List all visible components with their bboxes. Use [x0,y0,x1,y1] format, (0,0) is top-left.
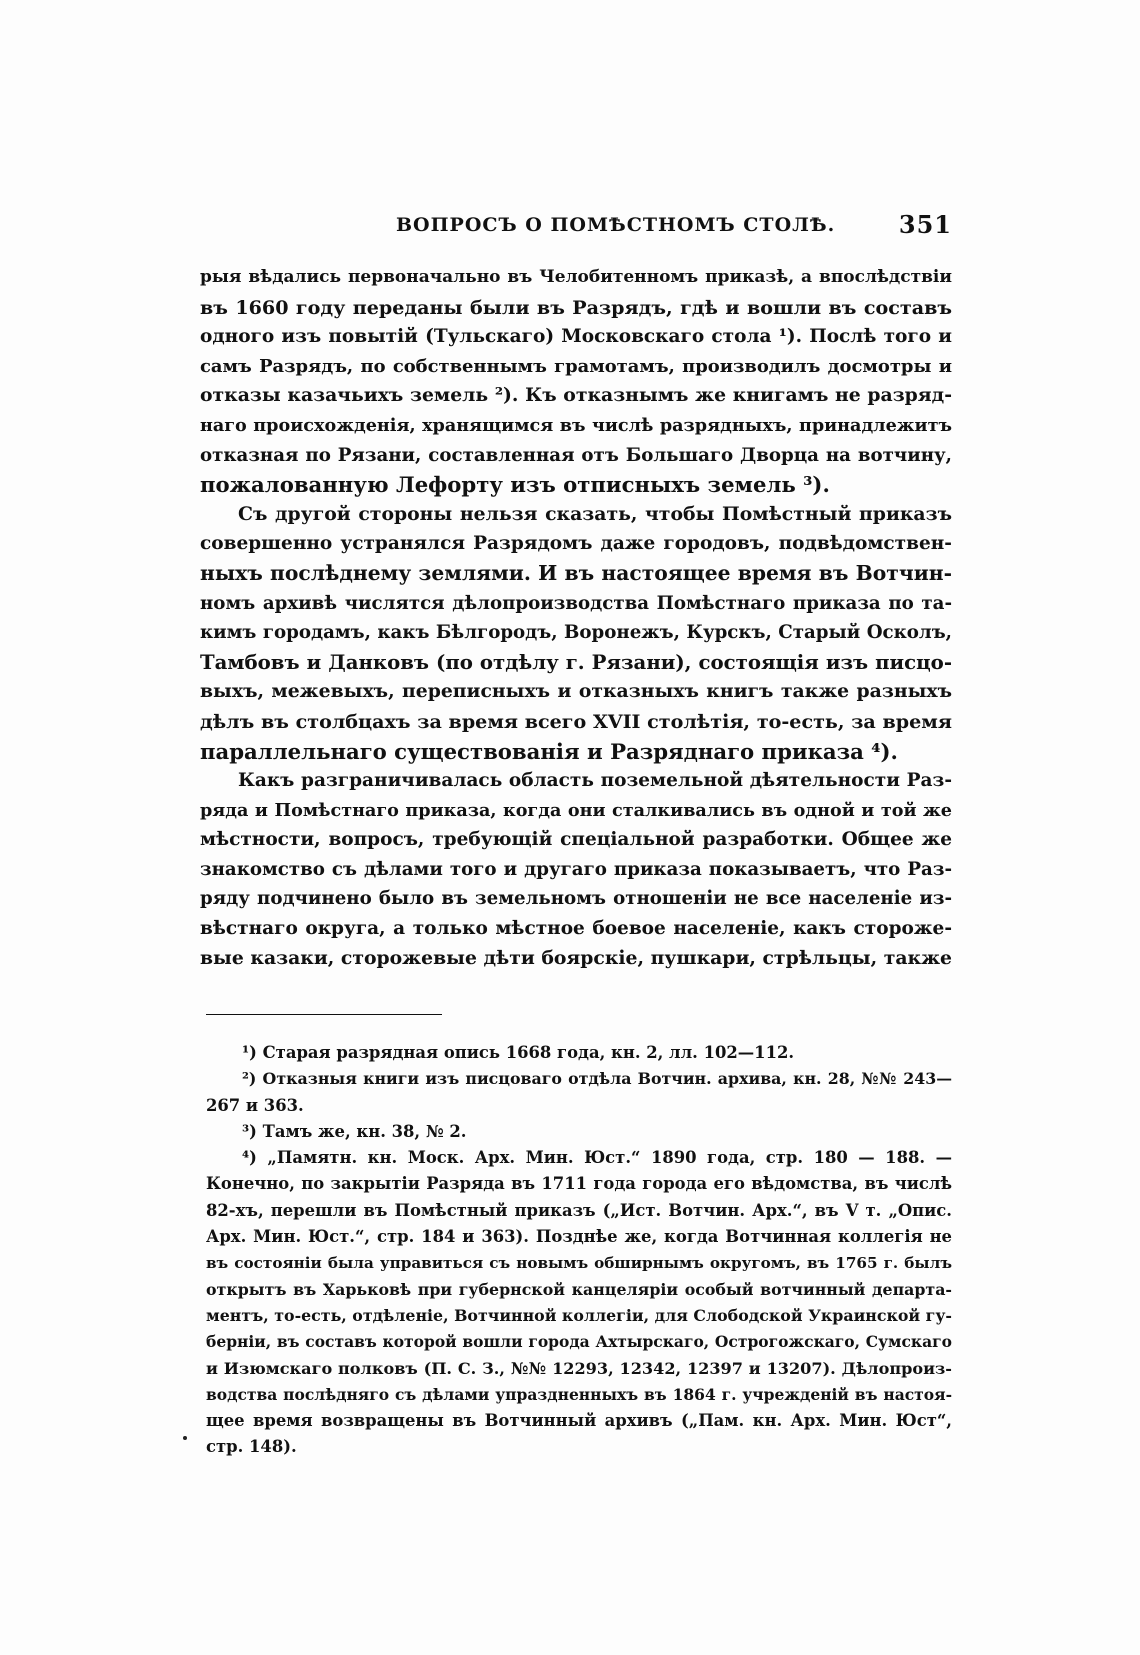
footnote-line: Арх. Мин. Юст.“, стр. 184 и 363). Позднѣе же, когда Вотчинная коллегія не [206,1227,952,1247]
text-line: отказы казачьихъ земель ²). Къ отказнымъ же книгамъ не разряд- [200,384,952,407]
text-line: дѣлъ въ столбцахъ за время всего XVII столѣтія, то-есть, за время [200,709,952,733]
text-line: вѣстнаго округа, а только мѣстное боевое населеніе, какъ стороже- [200,918,952,940]
text-line: рыя вѣдались первоначально въ Челобитенномъ приказѣ, а впослѣдствіи [200,267,952,287]
text-line: вые казаки, сторожевые дѣти боярскіе, пушкари, стрѣльцы, также [200,946,952,969]
page-number: 351 [898,210,952,239]
footnote-line: и Изюмскаго полковъ (П. С. З., №№ 12293, 12342, 12397 и 13207). Дѣлопроиз- [206,1358,952,1378]
footnote-line: 82-хъ, перешли въ Помѣстный приказъ („Ист. Вотчин. Арх.“, въ V т. „Опис. [206,1200,952,1220]
text-line: выхъ, межевыхъ, переписныхъ и отказныхъ книгъ также разныхъ [200,680,952,703]
text-line: самъ Разрядъ, по собственнымъ грамотамъ, производилъ досмотры и [200,355,952,377]
text-line: мѣстности, вопросъ, требующій спеціальной разработки. Общее же [200,829,952,851]
footnote-line: стр. 148). [206,1437,297,1457]
text-line: ныхъ послѣднему землями. И въ настоящее время въ Вотчин- [200,560,952,585]
footnote-line: ⁴) „Памятн. кн. Моск. Арх. Мин. Юст.“ 1890 года, стр. 180 — 188. — [242,1148,952,1168]
text-line: наго происхожденія, хранящимся въ числѣ разрядныхъ, принадлежитъ [200,414,952,436]
text-line: знакомство съ дѣлами того и другаго приказа показываетъ, что Раз- [200,858,952,880]
text-line: совершенно устранялся Разрядомъ даже городовъ, подвѣдомствен- [200,533,952,555]
footnote-line: въ состояніи была управиться съ новымъ обширнымъ округомъ, въ 1765 г. былъ [206,1254,952,1273]
footnote-line: Конечно, по закрытіи Разряда въ 1711 года города его вѣдомства, въ числѣ [206,1174,952,1194]
main-text [200,263,952,973]
footnote-line: ментъ, то-есть, отдѣленіе, Вотчинной коллегіи, для Слободской Украинской гу- [206,1305,952,1325]
text-line: Какъ разграничивалась область поземельной дѣятельности Раз- [238,770,952,792]
footnote-line: водства послѣдняго съ дѣлами упраздненныхъ въ 1864 г. учрежденій въ настоя- [206,1384,952,1404]
text-line: ряда и Помѣстнаго приказа, когда они сталкивались въ одной и той же [200,799,952,821]
footnote-line: ¹) Старая разрядная опись 1668 года, кн. 2, лл. 102—112. [242,1043,795,1062]
text-line: Тамбовъ и Данковъ (по отдѣлу г. Рязани), состоящія изъ писцо- [200,650,952,674]
text-line: отказная по Рязани, составленная отъ Большаго Дворца на вотчину, [200,444,952,466]
ink-speck [183,1436,187,1440]
text-line: пожалованную Лефорту изъ отписныхъ земель ³). [200,472,830,498]
footnote-line: открытъ въ Харьковѣ при губернской канцеляріи особый вотчинный департа- [206,1279,952,1299]
page-header [200,210,952,250]
text-line: Съ другой стороны нельзя сказать, чтобы Помѣстный приказъ [238,502,952,525]
footnote-divider [206,1014,442,1015]
footnote-line: берніи, въ составъ которой вошли города Ахтырскаго, Острогожскаго, Сумскаго [206,1332,952,1352]
text-line: кимъ городамъ, какъ Бѣлгородъ, Воронежъ, Курскъ, Старый Осколъ, [200,622,952,644]
footnote-line: ²) Отказныя книги изъ писцоваго отдѣла Вотчин. архива, кн. 28, №№ 243— [242,1069,952,1089]
footnote-line: 267 и 363. [206,1095,304,1115]
text-line: одного изъ повытій (Тульскаго) Московскаго стола ¹). Послѣ того и [200,326,952,348]
footnotes [206,1040,952,1461]
text-line: номъ архивѣ числятся дѣлопроизводства Помѣстнаго приказа по та- [200,592,952,614]
running-title: ВОПРОСЪ О ПОМѢСТНОМЪ СТОЛѢ. [396,214,836,236]
footnote-line: щее время возвращены въ Вотчинный архивъ („Пам. кн. Арх. Мин. Юст“, [206,1411,952,1431]
text-line: въ 1660 году переданы были въ Разрядъ, гдѣ и вошли въ составъ [200,295,952,319]
text-line: ряду подчинено было въ земельномъ отношеніи не все населеніе из- [200,888,952,910]
text-line: параллельнаго существованія и Разряднаго приказа ⁴). [200,738,898,764]
footnote-line: ³) Тамъ же, кн. 38, № 2. [242,1121,467,1141]
